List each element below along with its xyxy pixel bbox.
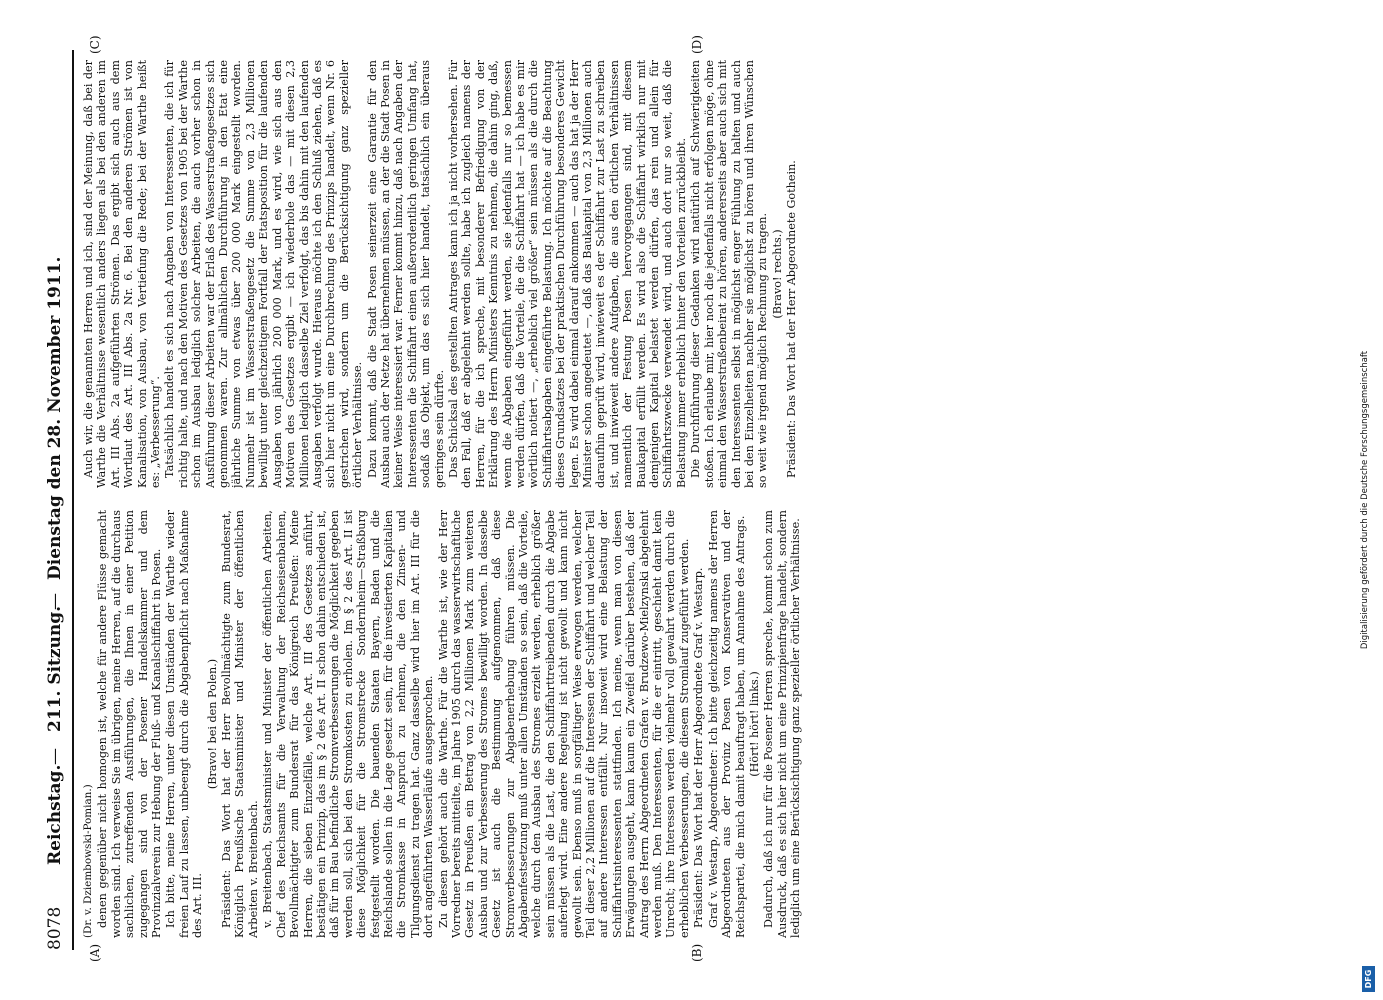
margin-marker-d: (D) <box>690 35 704 54</box>
paragraph: Ich bitte, meine Herren, unter diesen Umständen der Warthe wieder freien Lauf zu lassen, unbeengt durch die Abgabenpflicht nach Maßnahme des Art. III. <box>164 510 205 938</box>
margin-marker-a: (A) <box>88 943 102 962</box>
paragraph: (Dr. v. Dziembowski-Pomian.) <box>82 784 94 938</box>
right-text-column <box>82 60 1302 488</box>
running-head <box>45 50 71 950</box>
session-date: Dienstag den 28. November 1911. <box>45 256 65 580</box>
paragraph: denen gegenüber nicht homogen ist, welche für andere Flüsse gemacht worden sind. Ich verweise Sie im übrigen, meine Herren, auf die durchaus sachlichen, zutreffenden Ausführungen, die Ihnen in einer Petition zugegangen sind von der Posener Handelskammer und dem Provinzialverein zur Hebung der Fluß- und Kanalschiffahrt in Posen. <box>96 510 164 938</box>
paragraph: Dadurch, daß ich nur für die Posener Herren spreche, kommt schon zum Ausdruck, daß es sich hier nicht um eine Prinzipienfrage handelt, sondern lediglich um eine Berücksichtigung ganz spezieller örtlicher Verhältnisse. <box>762 510 803 938</box>
dfg-logo: DFG <box>1362 966 1375 992</box>
paragraph: Die Durchführung dieser Gedanken wird natürlich auf Schwierigkeiten stoßen. Ich erlaube mir, hier noch die jedenfalls nicht erfolgen möge, ohne einmal den Wasserstraßenbeirat zu hören, andererseits aber auch sich mit den Interessenten selbst in möglichst enger Fühlung zu halten und auch bei den Einzelheiten nachher sie möglichst zu hören und ihren Wünschen so weit wie irgend möglich Rechnung zu tragen. <box>689 60 770 488</box>
header-rule <box>72 50 74 950</box>
paragraph: Präsident: Das Wort hat der Herr Bevollmächtigte zum Bundesrat, Königlich Preußische Staatsminister und Minister der öffentlichen Arbeiten v. Breitenbach. <box>220 510 260 938</box>
left-text-column <box>82 510 1302 938</box>
header-dash: — <box>45 593 65 610</box>
paragraph: (Bravo! bei den Polen.) <box>205 658 219 790</box>
paragraph: Präsident: Das Wort hat der Herr Abgeordnete Gothein. <box>785 160 799 478</box>
paragraph: (Bravo! rechts.) <box>770 229 784 319</box>
paragraph: Präsident: Das Wort hat der Herr Abgeordnete Graf v. Westarp. <box>692 567 706 928</box>
publication-title: Reichstag. <box>45 764 65 865</box>
margin-marker-b: (B) <box>690 943 704 962</box>
margin-marker-c: (C) <box>88 35 102 54</box>
paragraph: (Hört! hört! links.) <box>747 671 761 777</box>
paragraph: Zu diesen gehört auch die Warthe. Für die Warthe ist, wie der Herr Vorredner bereits mitteilte, im Jahre 1905 durch das wasserwirtschaftliche Gesetz in Preußen ein Betrag von 2,2 Millionen Mark zum weiteren Ausbau und zur Verbesserung des Stromes bewilligt worden. In dasselbe Gesetz ist auch die Bestimmung aufgenommen, daß diese Stromverbesserungen zur Abgabenerhebung führen müssen. Die Abgabenfestsetzung muß unter allen Umständen so sein, daß die Vorteile, welche durch den Ausbau des Stromes erzielt werden, erheblich größer sein müssen als die Last, die den Schiffahrttreibenden durch die Abgabe auferlegt wird. Eine andere Regelung ist nicht gewollt und kann nicht gewollt sein. Ebenso muß in sorgfältiger Weise erwogen werden, welcher Teil dieser 2,2 Millionen auf die Interessen der Schiffahrt und welcher Teil auf andere Interessen entfällt. Nur insoweit wird eine Belastung der Schiffahrtsinteressenten stattfinden. Ich meine, wenn man von diesen Erwägungen ausgeht, kann kaum ein Zweifel darüber bestehen, daß der Antrag des Herrn Abgeordneten Grafen v. Brudzewo-Mielzynski abgelehnt werden muß. Den Interessenten, für die er eintritt, geschieht damit kein Unrecht; ihre Interessen werden vielmehr voll gewahrt werden durch die erheblichen Verbesserungen, die diesem Stromlauf zugeführt werden. <box>436 510 691 938</box>
digitization-credit: Digitalisierung gefördert durch die Deutsche Forschungsgemeinschaft <box>1360 350 1370 650</box>
paragraph: Das Schicksal des gestellten Antrages kann ich ja nicht vorhersehen. Für den Fall, daß er abgelehnt werden sollte, habe ich zugleich namens der Herren, für die ich spreche, mit besonderer Befriedigung von der Erklärung des Herrn Ministers Kenntnis zu nehmen, die dahin ging, daß, wenn die Abgaben eingeführt werden, sie jedenfalls nur so bemessen werden dürfen, daß die Vorteile, die die Schiffahrt hat — ich habe es mir wörtlich notiert —, „erheblich viel größer“ sein müssen als die durch die Schiffahrtsabgaben eingeführte Belastung. Ich möchte auf die Beachtung dieses Grundsatzes bei der praktischen Durchführung besonderes Gewicht legen. Es wird dabei einmal darauf ankommen — auch das hat ja der Herr Minister schon angedeutet —, daß das Baukapital von 2,3 Millionen auch daraufhin geprüft wird, inwieweit es der Schiffahrt zur Last zu schreiben ist, und inwieweit andere Aufgaben, die aus den örtlichen Verhältnissen namentlich der Festung Posen hervorgegangen sind, mit diesem Baukapital erfüllt werden. Es wird also die Schiffahrt wirklich nur mit demjenigen Kapital belastet werden dürfen, das rein und allein für Schiffahrtszwecke verwendet wird, und auch dort nur so weit, daß die Belastung immer erheblich hinter den Vorteilen zurückbleibt. <box>446 60 688 488</box>
paragraph: v. Breitenbach, Staatsminister und Minister der öffentlichen Arbeiten, Chef des Reichsamts für die Verwaltung der Reichseisenbahnen, Bevollmächtigter zum Bundesrat für das Königreich Preußen: Meine Herren, die sieben Einzelfälle, welche Art. III des Gesetzes anführt, bestätigen ein Prinzip, das im § 2 des Art. II schon dahin entschieden ist, daß für im Bau befindliche Stromverbesserungen die Möglichkeit gegeben werden soll, sich bei den Stromkosten zu erholen. Im § 2 des Art. II ist diese Möglichkeit für die Stromstrecke Sondernheim—Straßburg festgestellt worden. Die bauenden Staaten Bayern, Baden und die Reichslande sollen in die Lage gesetzt sein, für die investierten Kapitalien die Stromkasse in Anspruch zu nehmen, die den Zinsen- und Tilgungsdienst zu tragen hat. Ganz dasselbe wird hier im Art. III für die dort angeführten Wasserläufe ausgesprochen. <box>261 510 436 938</box>
paragraph: Auch wir, die genannten Herren und ich, sind der Meinung, daß bei der Warthe die Verhältnisse wesentlich anders liegen als bei den anderen im Art. III Abs. 2a aufgeführten Strömen. Das ergibt sich auch aus dem Wortlaut des Art. III Abs. 2a Nr. 6. Bei den anderen Strömen ist von Kanalisation, von Ausbau, von Vertiefung die Rede; bei der Warthe heißt es: „Verbesserung“. <box>82 60 163 488</box>
page-number: 8078 <box>45 906 65 950</box>
paragraph: Tatsächlich handelt es sich nach Angaben von Interessenten, die ich für richtig halte, und nach den Motiven des Gesetzes von 1905 bei der Warthe schon im Ausbau lediglich solcher Arbeiten, die auch vorher schon in Ausführung dieser Arbeiten war der Erlaß des Wasserstraßengesetzes sich genommen waren. Zur allmählichen Durchführung in den Etat eine jährliche Summe von etwas über 200 000 Mark eingestellt worden. Nunmehr ist im Wasserstraßengesetz die Summe von 2,3 Millionen bewilligt unter gleichzeitigem Fortfall der Etatsposition für die laufenden Ausgaben von jährlich 200 000 Mark, und es wird, wie sich aus den Motiven des Gesetzes ergibt — ich wiederhole das — mit diesen 2,3 Millionen lediglich dasselbe Ziel verfolgt, das bis dahin mit den laufenden Ausgaben verfolgt wurde. Hieraus möchte ich den Schluß ziehen, daß es sich hier nicht um eine Durchbrechung des Prinzips handelt, wenn Nr. 6 gestrichen wird, sondern um die Berücksichtigung ganz spezieller örtlicher Verhältnisse. <box>163 60 365 488</box>
paragraph: Dazu kommt, daß die Stadt Posen seinerzeit eine Garantie für den Ausbau auch der Netze hat übernehmen müssen, an der die Stadt Posen in keiner Weise interessiert war. Ferner kommt hinzu, daß nach Angaben der Interessenten die Schiffahrt einen außerordentlich geringen Umfang hat, sodaß das Objekt, um das es sich hier handelt, tatsächlich ein überaus geringes sein dürfte. <box>365 60 446 488</box>
paragraph: Graf v. Westarp, Abgeordneter: Ich bitte gleichzeitig namens der Herren Abgeordneten aus der Provinz Posen von Konservativen und der Reichspartei, die mich damit beauftragt haben, um Annahme des Antrags. <box>706 510 747 938</box>
header-dash: — <box>45 748 65 765</box>
session-number: 211. Sitzung. <box>45 605 65 732</box>
